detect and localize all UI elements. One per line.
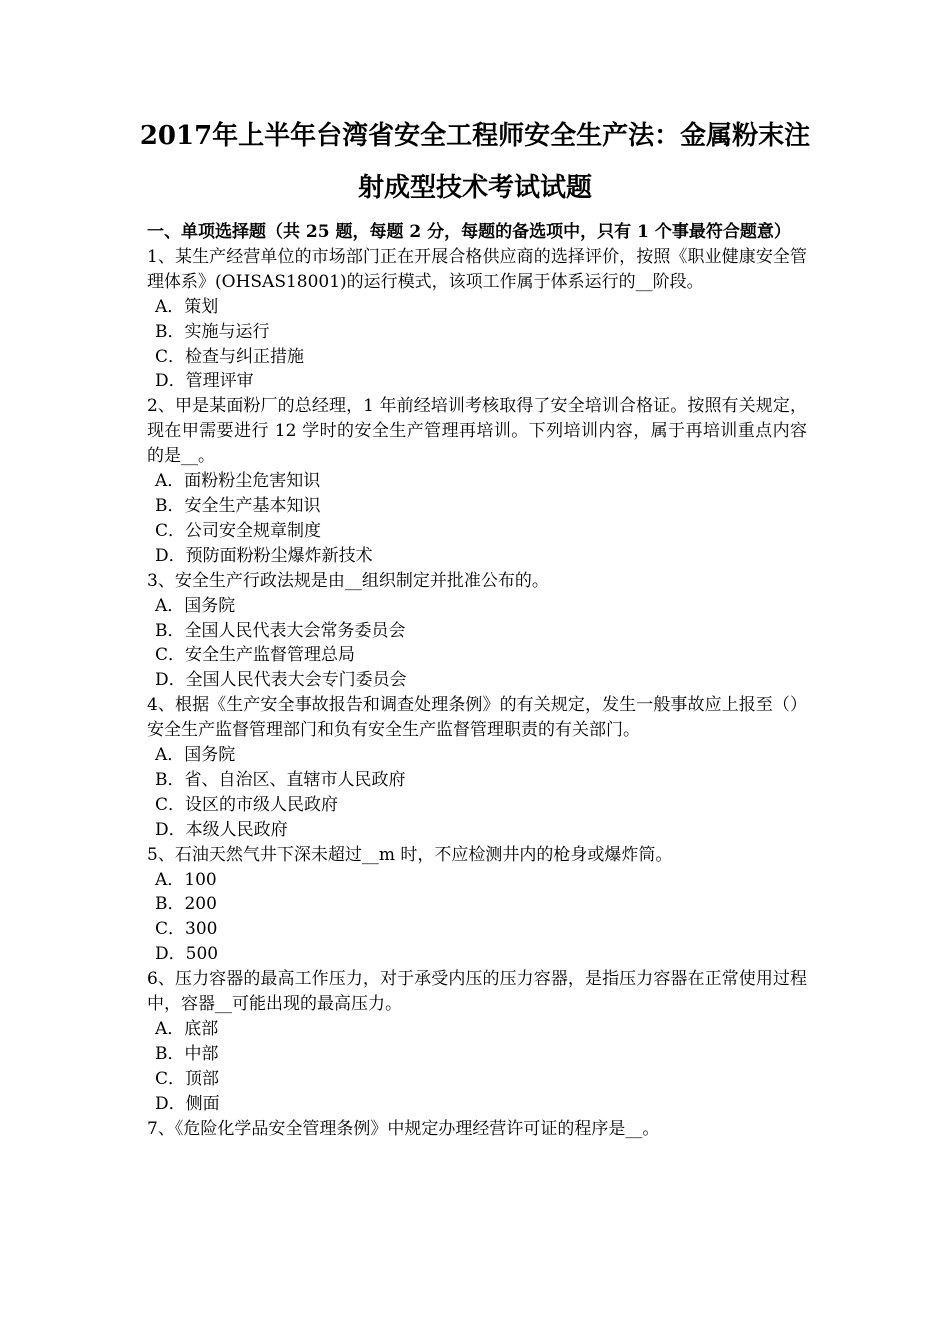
question-6-option-c: C．顶部 [155,1068,220,1089]
question-list [147,245,807,1142]
question-2-option-b: B．安全生产基本知识 [155,495,321,516]
question-6-option-a: A．底部 [155,1019,219,1039]
question-4: 4、根据《生产安全事故报告和调查处理条例》的有关规定，发生一般事故应上报至（）安全生产监督管理部门和负有安全生产监督管理职责的有关部门。 [147,695,807,741]
question-2-option-a: A．面粉粉尘危害知识 [155,471,321,492]
question-3: 3、安全生产行政法规是由__组织制定并批准公布的。 [147,570,549,591]
question-2-option-d: D．预防面粉粉尘爆炸新技术 [155,545,373,566]
question-4-option-b: B．省、自治区、直辖市人民政府 [155,769,406,790]
question-6-option-d: D．侧面 [155,1093,220,1114]
question-5-option-c: C．300 [155,919,218,940]
question-1: 1、某生产经营单位的市场部门正在开展合格供应商的选择评价，按照《职业健康安全管理体系》(OHSAS18001)的运行模式，该项工作属于体系运行的__阶段。 [147,246,807,292]
question-1-option-b: B．实施与运行 [155,321,270,342]
question-2: 2、甲是某面粉厂的总经理，1 年前经培训考核取得了安全培训合格证。按照有关规定，现在甲需要进行 12 学时的安全生产管理再培训。下列培训内容，属于再培训重点内容的是__。 [147,396,807,467]
question-3-option-a: A．国务院 [155,595,236,616]
question-5-option-d: D．500 [155,944,219,965]
document-body [147,220,807,1142]
question-1-option-c: C．检查与纠正措施 [155,346,305,367]
question-4-option-d: D．本级人民政府 [155,819,288,840]
question-1-option-a: A．策划 [155,296,219,317]
question-1-option-d: D．管理评审 [155,371,254,392]
question-5-option-a: A．100 [155,869,217,890]
question-3-option-b: B．全国人民代表大会常务委员会 [155,620,406,641]
document-title-line-1: 2017年上半年台湾省安全工程师安全生产法：金属粉末注 [139,121,811,151]
section-heading: 一、单项选择题（共 25 题，每题 2 分，每题的备选项中，只有 1 个事最符合题意） [147,222,791,242]
question-2-option-c: C．公司安全规章制度 [155,520,322,541]
question-7: 7、《危险化学品安全管理条例》中规定办理经营许可证的程序是__。 [147,1118,660,1139]
question-3-option-d: D．全国人民代表大会专门委员会 [155,670,407,691]
document-title-line-2: 射成型技术考试试题 [357,173,592,203]
question-5: 5、石油天然气井下深未超过__m 时，不应检测井内的枪身或爆炸筒。 [147,844,673,865]
question-5-option-b: B．200 [155,894,217,915]
question-6: 6、压力容器的最高工作压力，对于承受内压的压力容器，是指压力容器在正常使用过程中，容器__可能出现的最高压力。 [147,969,807,1015]
question-6-option-b: B．中部 [155,1043,219,1064]
question-4-option-c: C．设区的市级人民政府 [155,794,339,815]
question-4-option-a: A．国务院 [155,745,236,766]
question-3-option-c: C．安全生产监督管理总局 [155,645,356,666]
